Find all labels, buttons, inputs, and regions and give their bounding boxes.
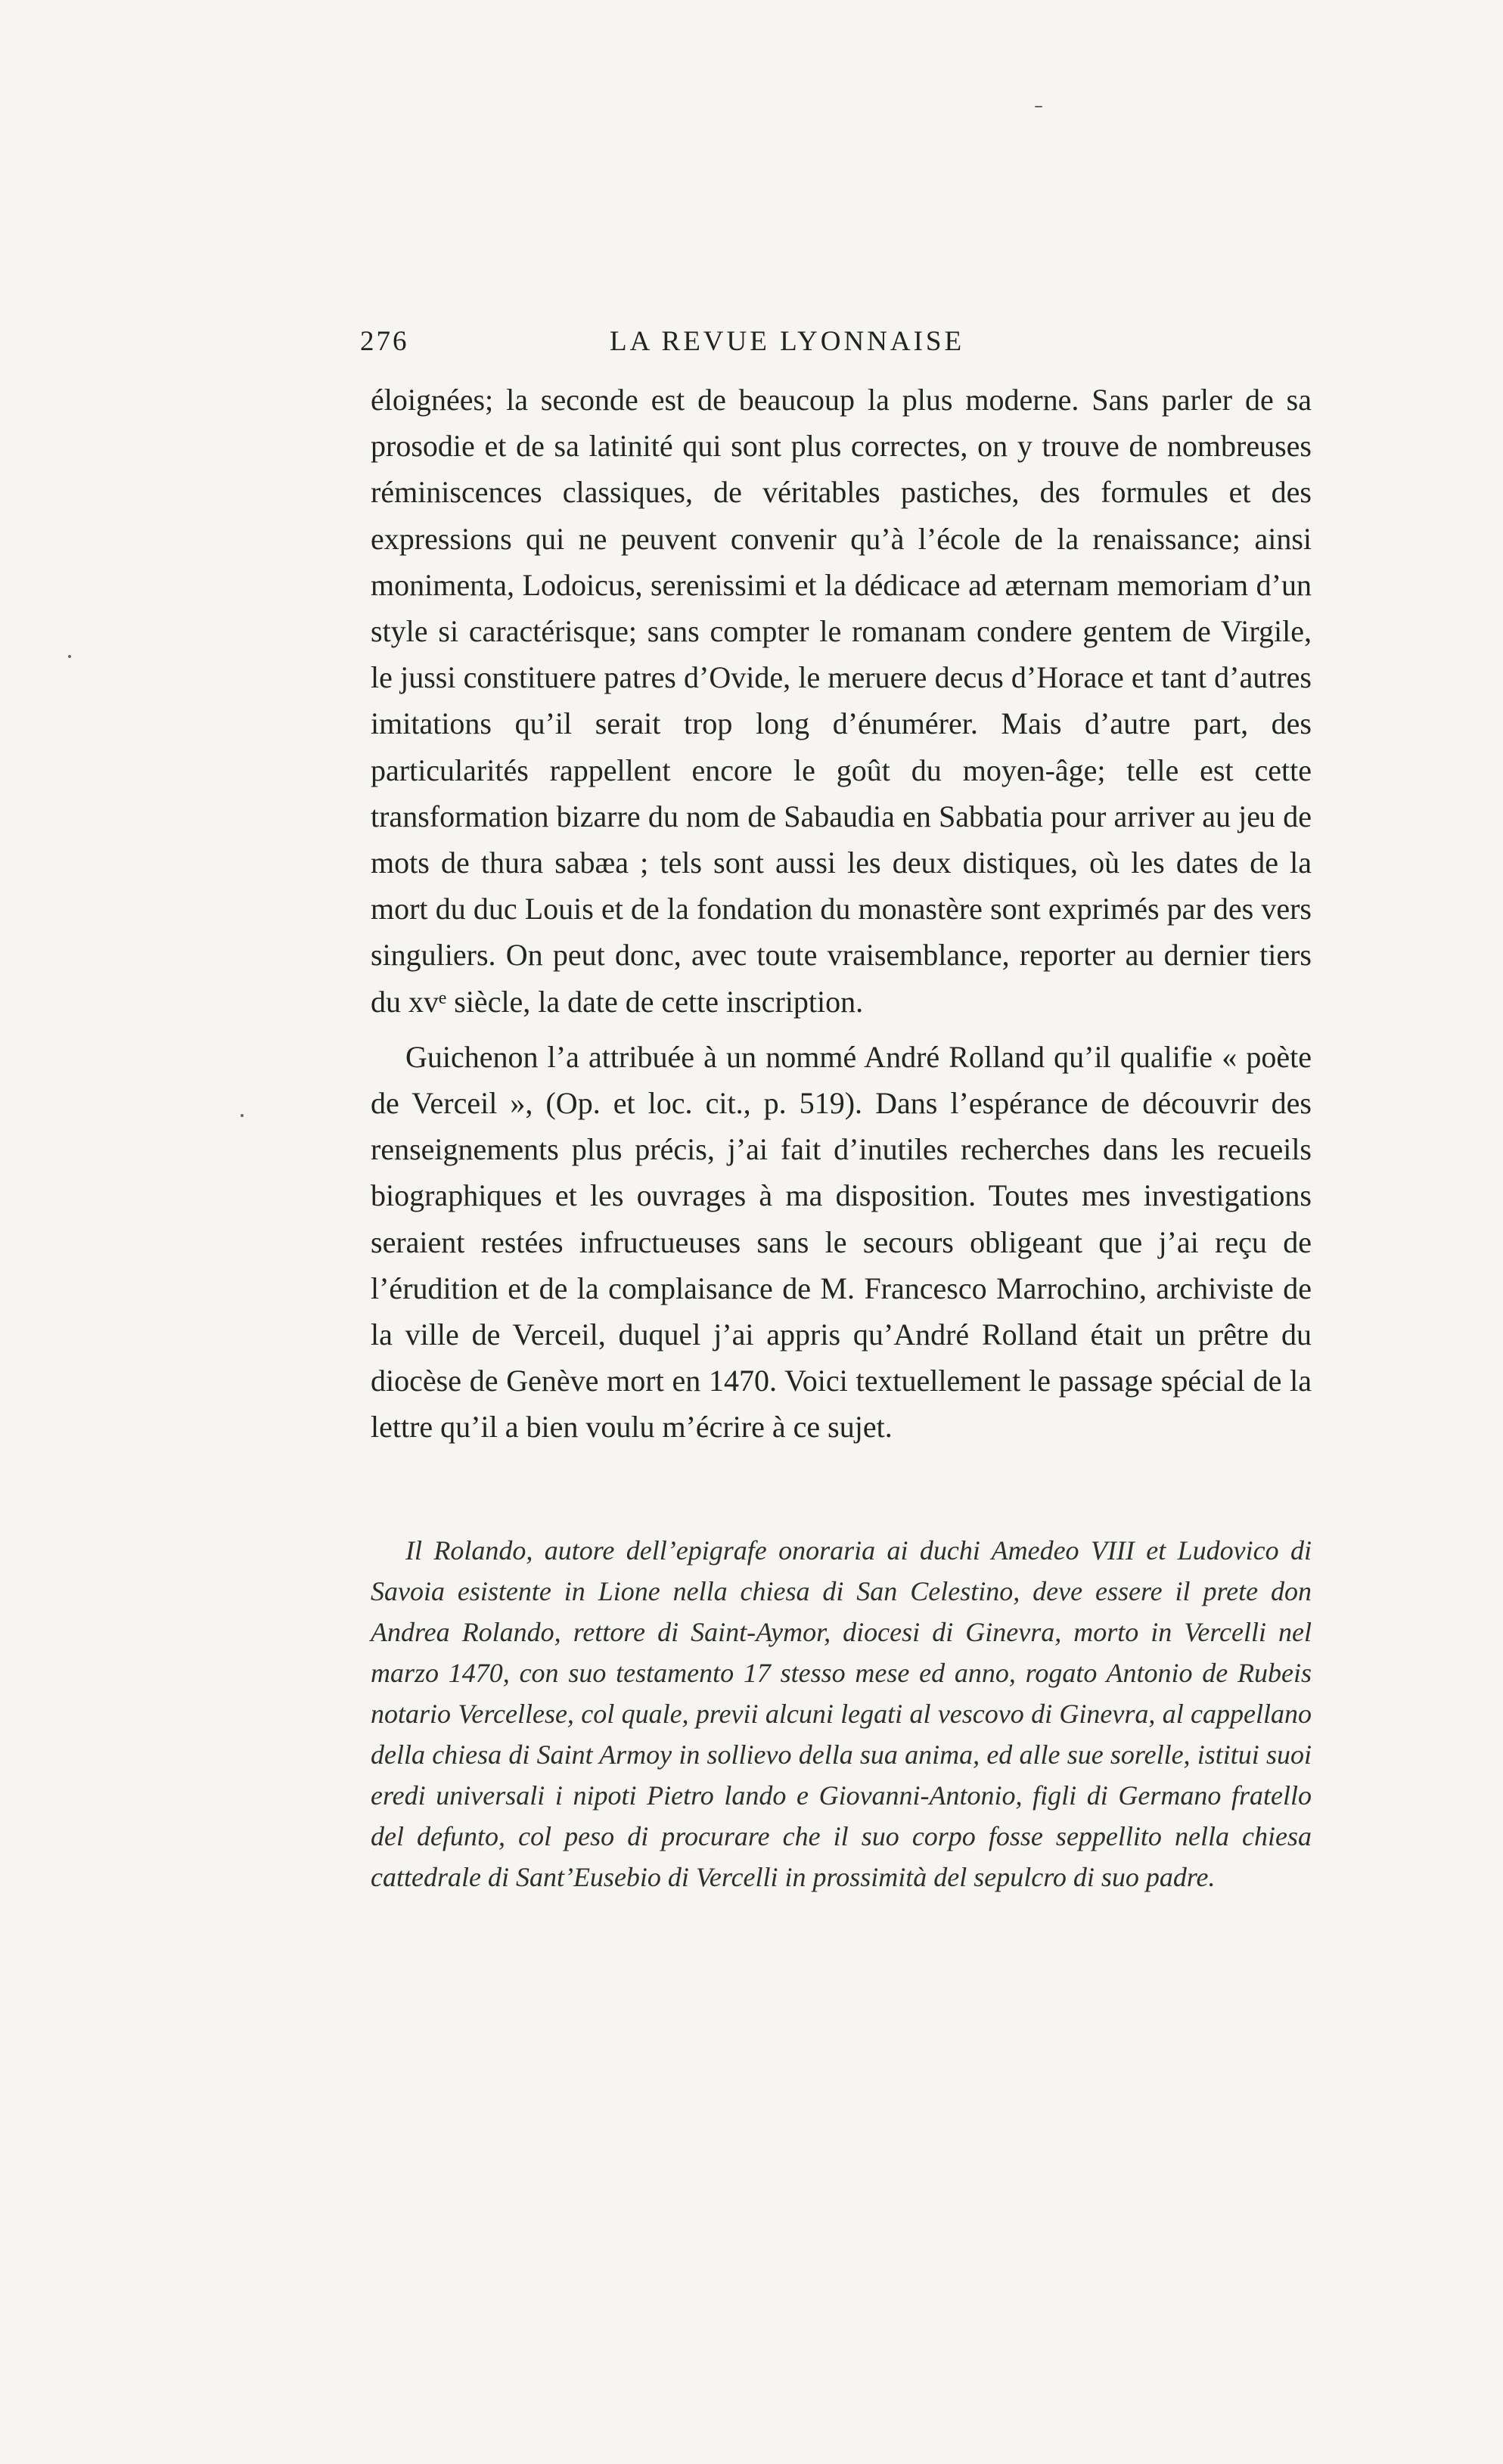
paper-speck [1035,106,1042,107]
body-text [371,377,1312,1451]
paragraph-2: Guichenon l’a attribuée à un nommé André Rolland qu’il qualifie « poète de Verceil », (Op. et loc. cit., p. 519). Dans l’espérance de découvrir des renseignements plus précis, j’ai fait d’inutiles recherches dans les recueils biographiques et les ouvrages à ma disposition. Toutes mes investigations seraient restées infructueuses sans le secours obligeant que j’ai reçu de l’érudition et de la complaisance de M. Francesco Marrochino, archiviste de la ville de Verceil, duquel j’ai appris qu’André Rolland était un prêtre du diocèse de Genève mort en 1470. Voici textuellement le passage spécial de la lettre qu’il a bien voulu m’écrire à ce sujet. [371,1039,1312,1445]
paper-speck [241,1114,244,1117]
italian-quotation: Il Rolando, autore dell’epigrafe onoraria ai duchi Amedeo VIII et Ludovico di Savoia esistente in Lione nella chiesa di San Celestino, deve essere il prete don Andrea Rolando, rettore di Saint-Aymor, diocesi di Ginevra, morto in Vercelli nel marzo 1470, con suo testamento 17 stesso mese ed anno, rogato Antonio de Rubeis notario Vercellese, col quale, previi alcuni legati al vescovo di Ginevra, al cappellano della chiesa di Saint Armoy in sollievo della sua anima, ed alle sue sorelle, istitui suoi eredi universali i nipoti Pietro lando e Giovanni-Antonio, figli di Germano fratello del defunto, col peso di procurare che il suo corpo fosse seppellito nella chiesa cattedrale di Sant’Eusebio di Vercelli in prossimità del sepulcro di suo padre. [371,1535,1312,1892]
page-number: 276 [360,326,409,357]
paragraph-1: éloignées; la seconde est de beaucoup la plus moderne. Sans parler de sa prosodie et de sa latinité qui sont plus correctes, on y trouve de nombreuses réminiscences classiques, de véritables pastiches, des formules et des expressions qui ne peuvent convenir qu’à l’école de la renaissance; ainsi monimenta, Lodoicus, serenissimi et la dédicace ad æternam memoriam d’un style si caractérisque; sans compter le romanam condere gentem de Virgile, le jussi constituere patres d’Ovide, le meruere decus d’Horace et tant d’autres imitations qu’il serait trop long d’énumérer. Mais d’autre part, des particularités rappellent encore le goût du moyen-âge; telle est cette transformation bizarre du nom de Sabaudia en Sabbatia pour arriver au jeu de mots de thura sabæa ; tels sont aussi les deux distiques, où les dates de la mort du duc Louis et de la fondation du monastère sont exprimés par des vers singuliers. On peut donc, avec toute vraisemblance, reporter au dernier tiers du xvᵉ siècle, la date de cette inscription. [371,383,1312,1019]
paper-speck [68,655,71,658]
running-header [360,325,1312,368]
running-title: LA REVUE LYONNAISE [610,326,965,357]
